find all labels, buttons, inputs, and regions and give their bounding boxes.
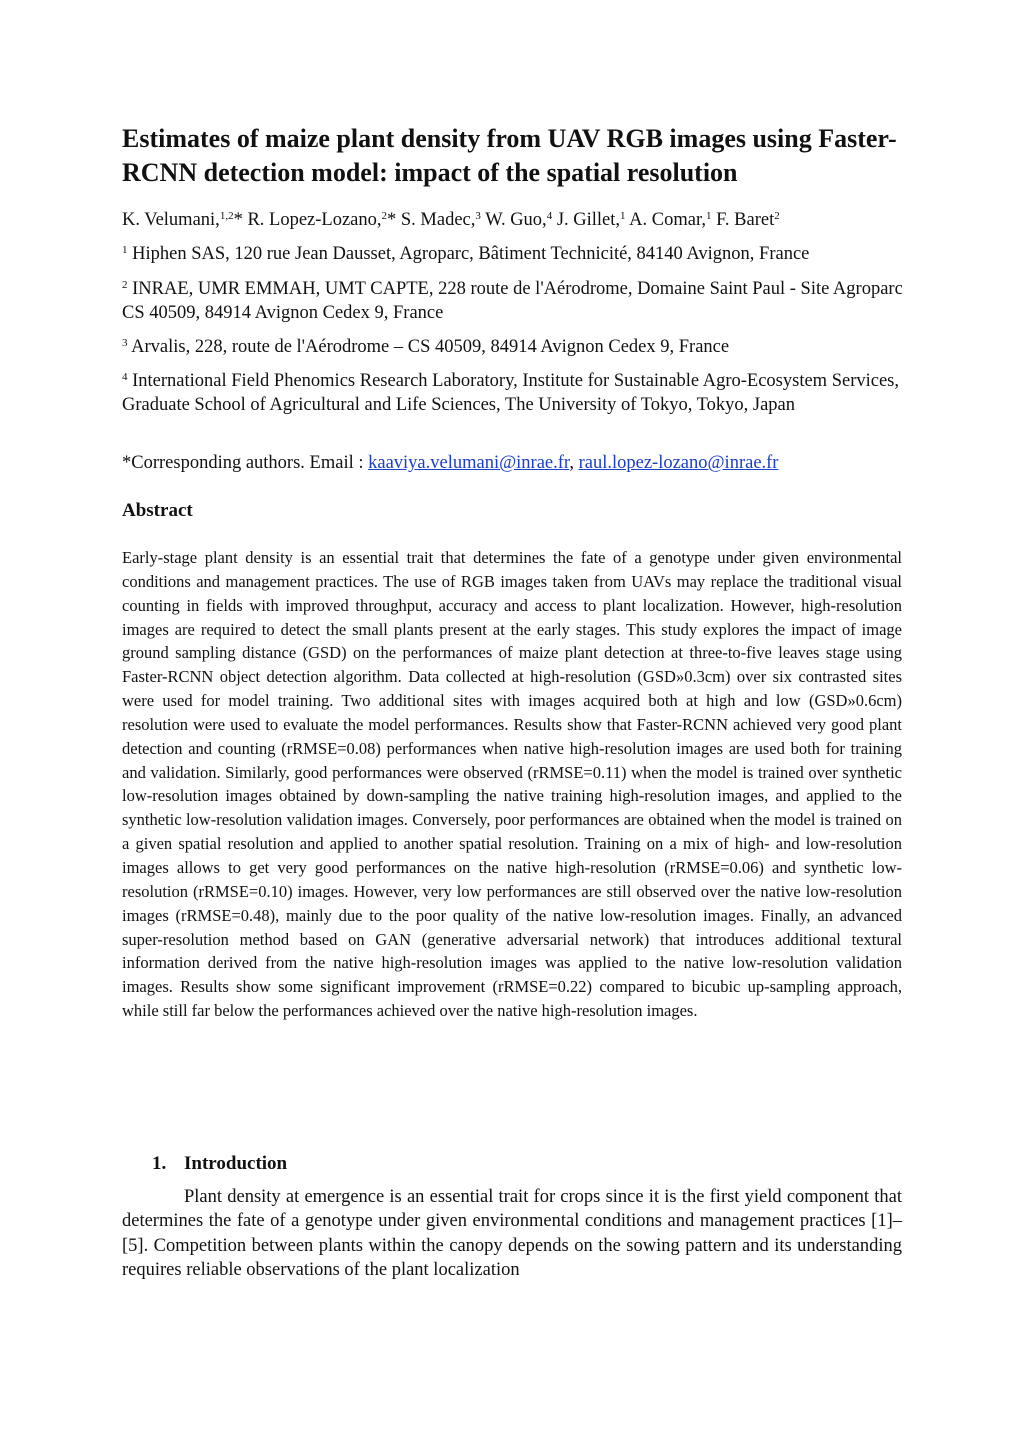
section-number: 1. <box>152 1153 167 1174</box>
author: K. Velumani,$^{1,2}$* <box>122 210 243 230</box>
author: W. Guo,$^4$ <box>485 210 553 230</box>
section-title: Introduction <box>184 1153 288 1174</box>
affiliation-3: $^3$ Arvalis, 228, route de l'Aérodrome – CS 40509, 84914 Avignon Cedex 9, France <box>122 337 730 357</box>
email-link-lopez-lozano[interactable]: raul.lopez-lozano@inrae.fr <box>578 453 779 473</box>
affiliation-4: $^4$ International Field Phenomics Research Laboratory, Institute for Sustainable Agro-Ecosystem Services, Graduate School of Agricultural and Life Sciences, The University of Tokyo, Tokyo, Japan <box>122 371 899 415</box>
corresponding-authors: *Corresponding authors. Email : kaaviya.velumani@inrae.fr, raul.lopez-lozano@inrae.fr <box>122 453 779 473</box>
abstract-heading: Abstract <box>122 500 193 521</box>
author: J. Gillet,$^1$ <box>556 210 626 230</box>
author: F. Baret$^2$ <box>716 210 780 230</box>
section-heading-introduction <box>152 1151 287 1177</box>
author-list <box>122 207 912 233</box>
author: A. Comar,$^1$ <box>629 210 712 230</box>
affiliation-1: $^1$ Hiphen SAS, 120 rue Jean Dausset, Agroparc, Bâtiment Technicité, 84140 Avignon, France <box>122 244 810 264</box>
introduction-paragraph: Plant density at emergence is an essential trait for crops since it is the first yield component that determines the fate of a genotype under given environmental conditions and management practices [1]–[5]. Competition between plants within the canopy depends on the sowing pattern and its understanding requires reliable observations of the plant localization <box>122 1187 902 1280</box>
author: R. Lopez-Lozano,$^2$* <box>247 210 397 230</box>
paper-title: Estimates of maize plant density from UAV RGB images using Faster-RCNN detection model: impact of the spatial resolution <box>122 124 897 187</box>
affiliation-2: $^2$ INRAE, UMR EMMAH, UMT CAPTE, 228 route de l'Aérodrome, Domaine Saint Paul - Site Agroparc CS 40509, 84914 Avignon Cedex 9, France <box>122 279 903 323</box>
author: S. Madec,$^3$ <box>400 210 481 230</box>
abstract-body: Early-stage plant density is an essential trait that determines the fate of a genotype under given environmental conditions and management practices. The use of RGB images taken from UAVs may replace the traditional visual counting in fields with improved throughput, accuracy and access to plant localization. However, high-resolution images are required to detect the small plants present at the early stages. This study explores the impact of image ground sampling distance (GSD) on the performances of maize plant detection at three-to-five leaves stage using Faster-RCNN object detection algorithm. Data collected at high-resolution (GSD»0.3cm) over six contrasted sites were used for model training. Two additional sites with images acquired both at high and low (GSD»0.6cm) resolution were used to evaluate the model performances. Results show that Faster-RCNN achieved very good plant detection and counting (rRMSE=0.08) performances when native high-resolution images are used both for training and validation. Similarly, good performances were observed (rRMSE=0.11) when the model is trained over synthetic low-resolution images obtained by down-sampling the native training high-resolution images, and applied to the synthetic low-resolution validation images. Conversely, poor performances are obtained when the model is trained on a given spatial resolution and applied to another spatial resolution. Training on a mix of high- and low-resolution images allows to get very good performances on the native high-resolution (rRMSE=0.06) and synthetic low-resolution (rRMSE=0.10) images. However, very low performances are still observed over the native low-resolution images (rRMSE=0.48), mainly due to the poor quality of the native low-resolution images. Finally, an advanced super-resolution method based on GAN (generative adversarial network) that introduces additional textural information derived from the native high-resolution images was applied to the native low-resolution validation images. Results show some significant improvement (rRMSE=0.22) compared to bicubic up-sampling approach, while still far below the performances achieved over the native high-resolution images. <box>122 548 902 1021</box>
email-link-velumani[interactable]: kaaviya.velumani@inrae.fr <box>368 453 570 473</box>
corresponding-label: *Corresponding authors. Email : <box>122 453 369 473</box>
